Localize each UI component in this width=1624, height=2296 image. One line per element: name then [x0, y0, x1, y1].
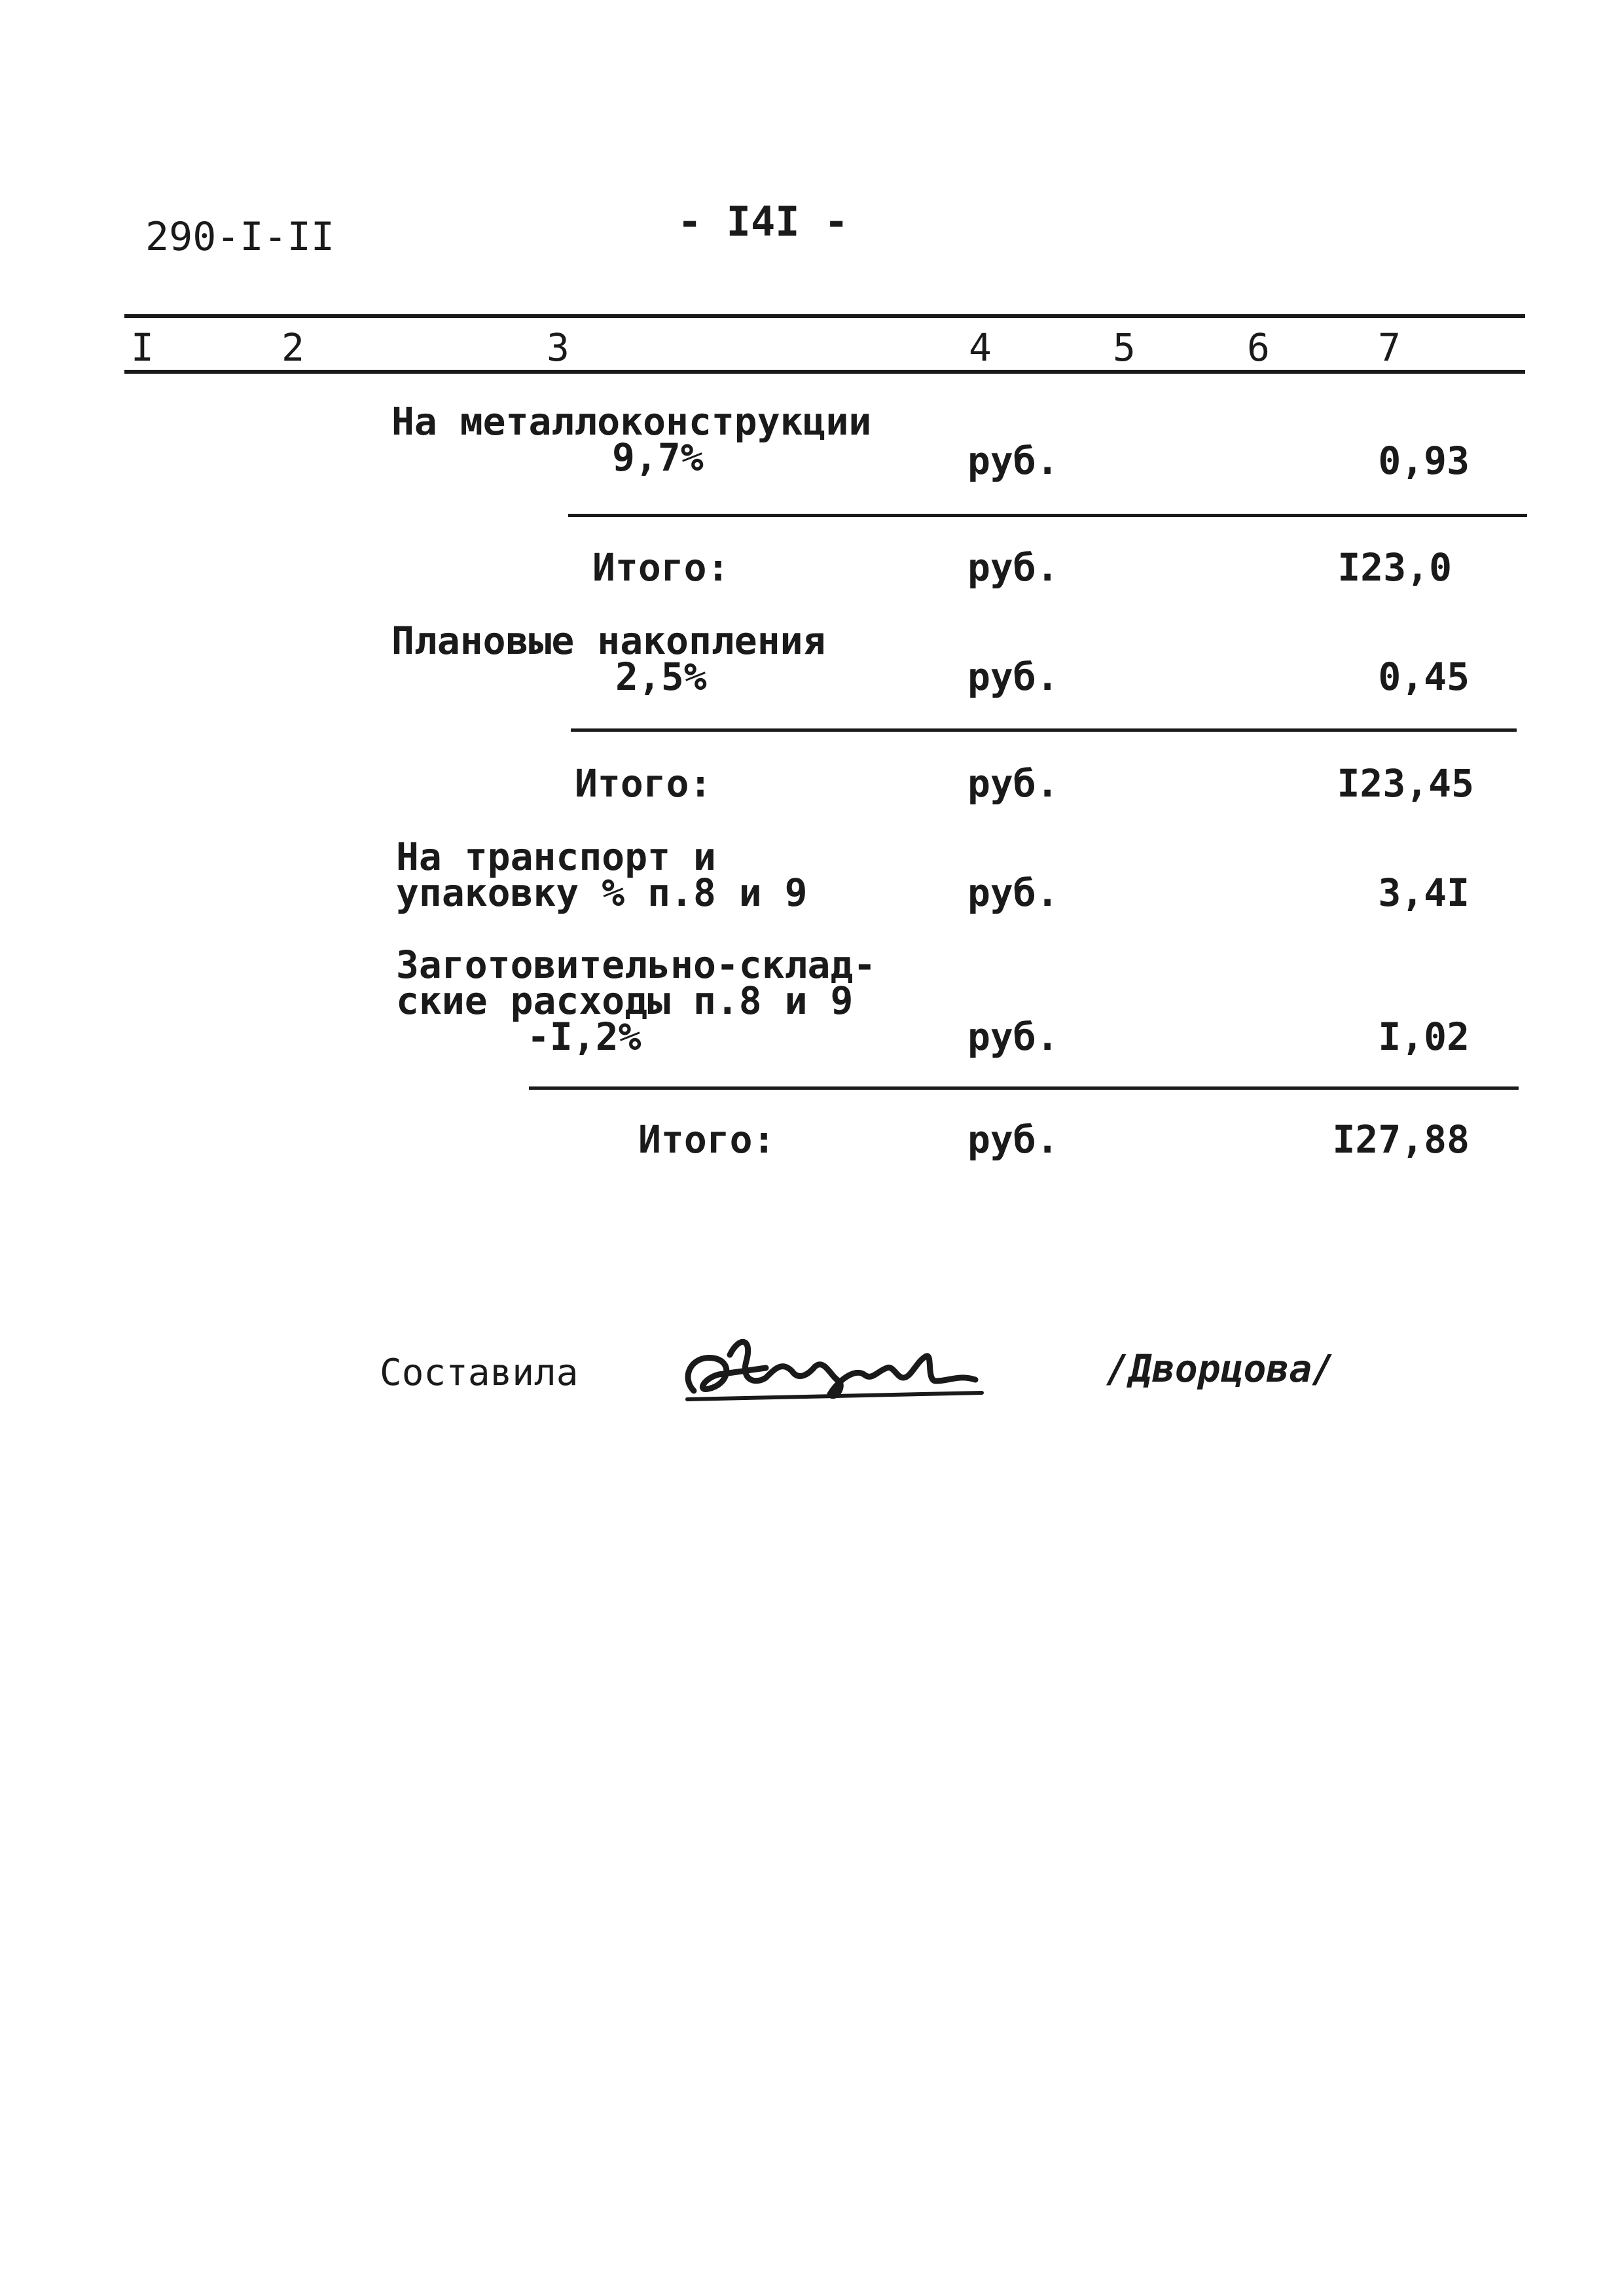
row-3-unit: руб. [967, 655, 1059, 699]
row-7-unit: руб. [967, 1117, 1059, 1162]
row-6-unit: руб. [967, 1014, 1059, 1059]
row-4-desc: Итого: [575, 761, 712, 806]
row-2-desc: Итого: [592, 545, 730, 590]
row-3-desc-line-2: 2,5% [615, 655, 707, 699]
row-6-desc-line-1: Заготовительно-склад- [396, 942, 876, 987]
row-3-value: 0,45 [1378, 655, 1470, 699]
column-header-3: 3 [547, 325, 569, 370]
row-2-value: I23,0 [1337, 545, 1452, 590]
column-header-2: 2 [281, 325, 304, 370]
row-1-unit: руб. [967, 439, 1059, 483]
column-header-6: 6 [1247, 325, 1270, 370]
row-4-value: I23,45 [1337, 761, 1474, 806]
row-5-unit: руб. [967, 870, 1059, 915]
row-1-value: 0,93 [1378, 439, 1470, 483]
row-6-desc-line-2: ские расходы п.8 и 9 [396, 978, 854, 1023]
row-5-value: 3,4I [1378, 870, 1470, 915]
subtotal-rule-1 [568, 514, 1527, 517]
row-6-value: I,02 [1378, 1014, 1470, 1059]
column-header-1: I [131, 325, 154, 370]
row-7-desc: Итого: [638, 1117, 776, 1162]
row-4-unit: руб. [967, 761, 1059, 806]
page-number: - I4I - [677, 198, 849, 245]
row-1-desc-line-2: 9,7% [612, 435, 704, 480]
row-2-unit: руб. [967, 545, 1059, 590]
subtotal-rule-2 [571, 728, 1517, 732]
row-6-desc-line-3: -I,2% [527, 1014, 641, 1059]
row-7-value: I27,88 [1332, 1117, 1470, 1162]
document-code: 290-I-II [145, 214, 334, 260]
column-header-4: 4 [969, 325, 992, 370]
row-1-desc-line-1: На металлоконструкции [391, 399, 872, 444]
subtotal-rule-3 [529, 1086, 1519, 1090]
column-header-5: 5 [1113, 325, 1136, 370]
row-5-desc-line-2: упаковку % п.8 и 9 [396, 870, 808, 915]
table-top-rule [124, 314, 1525, 318]
column-header-7: 7 [1378, 325, 1401, 370]
handwritten-signature [668, 1316, 1008, 1414]
row-5-desc-line-1: На транспорт и [396, 834, 716, 879]
row-3-desc-line-1: Плановые накопления [391, 619, 826, 663]
compiler-name: /Дворцова/ [1106, 1346, 1335, 1391]
compiled-by-label: Составила [380, 1352, 579, 1394]
table-header-rule [124, 370, 1525, 374]
